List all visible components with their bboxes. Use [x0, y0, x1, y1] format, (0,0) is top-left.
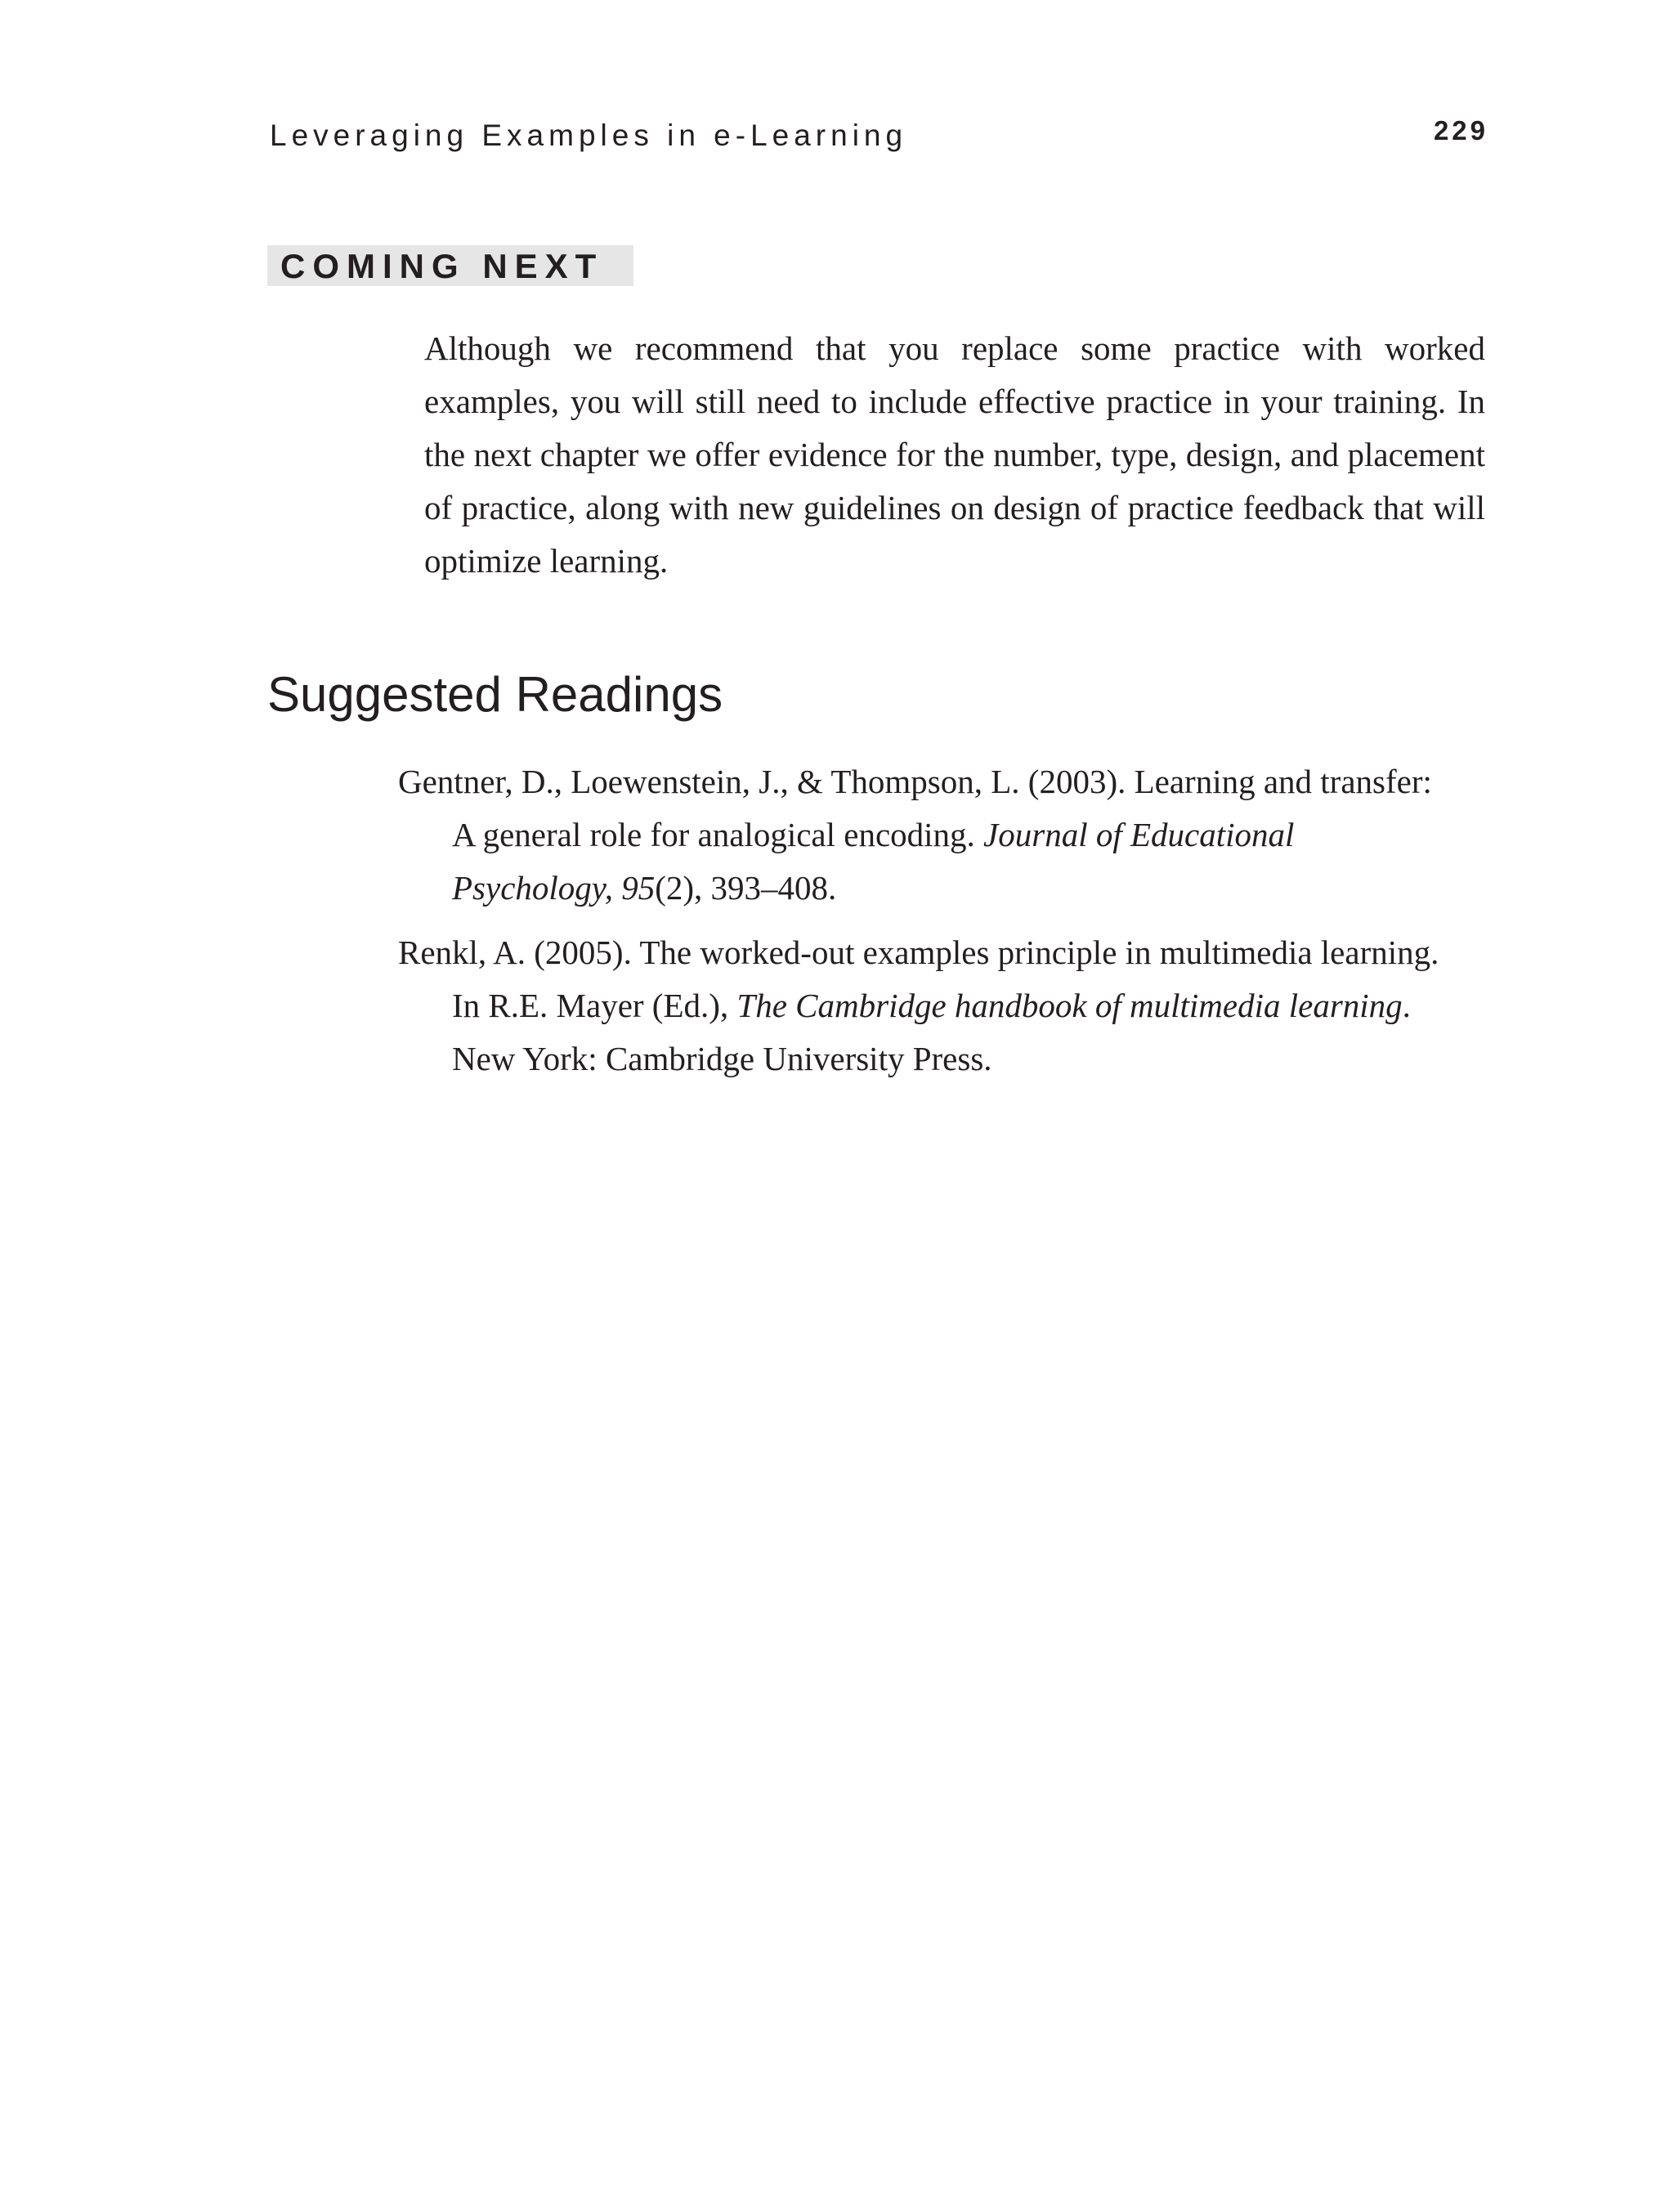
- running-head: Leveraging Examples in e-Learning: [270, 119, 908, 152]
- coming-next-heading: COMING NEXT: [267, 245, 633, 286]
- coming-next-paragraph: Although we recommend that you replace some practice with worked examples, you will still need to include effective practice in your training. In the next chapter we offer evidence for the number, type, design, and placement of practice, along with new guidelines on design of practice feedback that will optimize learning.: [424, 329, 1485, 580]
- suggested-readings-heading: Suggested Readings: [267, 667, 723, 722]
- reading-journal-title: Journal of Educational Psychology, 95: [452, 816, 1295, 907]
- reading-book-title: The Cambridge handbook of multimedia learning: [736, 987, 1403, 1024]
- reading-item: [398, 926, 1461, 1086]
- reading-citation: Renkl, A. (2005). The worked-out examples principle in multimedia learning. In R.E. Mayer (Ed.),: [398, 934, 1439, 1024]
- reading-citation-end: . New York: Cambridge University Press.: [452, 987, 1411, 1077]
- reading-citation: Gentner, D., Loewenstein, J., & Thompson, L. (2003). Learning and transfer: A general role for analogical encoding.: [398, 763, 1432, 853]
- reading-citation-end: (2), 393–408.: [655, 869, 837, 907]
- readings-list: [398, 755, 1461, 1097]
- reading-item: [398, 755, 1461, 915]
- page-number: 229: [1433, 115, 1488, 146]
